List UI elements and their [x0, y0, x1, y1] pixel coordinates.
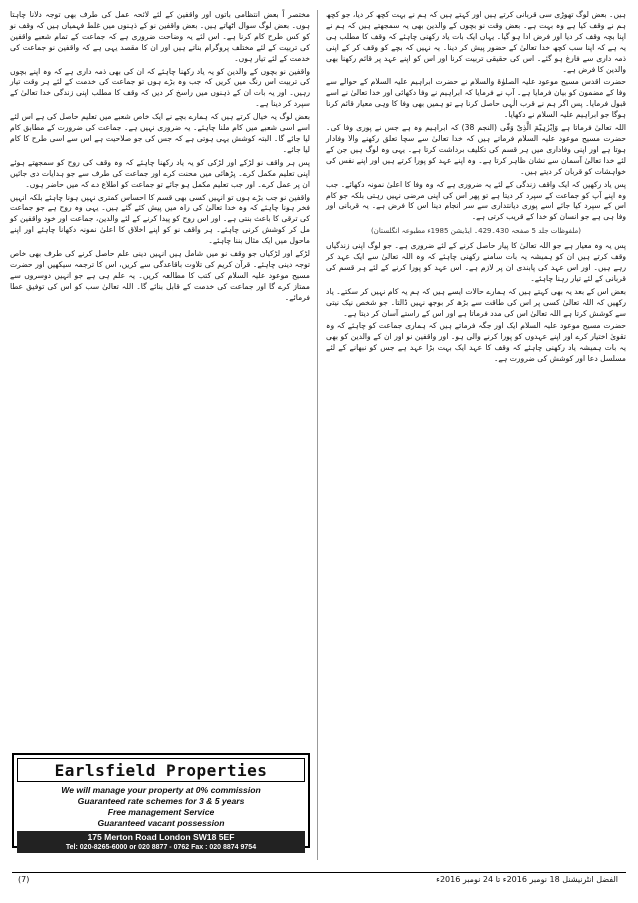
ad-title: Earlsfield Properties — [17, 758, 305, 782]
property-advertisement — [12, 753, 310, 851]
citation: (ملفوظات جلد 5 صفحہ 430۔429۔ ایڈیشن 1985ء مطبوعہ انگلستان) — [370, 227, 582, 236]
folio: الفضل انٹرنیشنل 18 نومبر 2016ء تا 24 نومبر 2016ء — [436, 875, 618, 884]
paragraph: بعض لوگ یہ خیال کرتے ہیں کہ ہمارے بچے نے ایک خاص شعبے میں تعلیم حاصل کی ہے اس لئے اسے اسی شعبے میں کام ملنا چاہئے۔ یہ ضروری نہیں ہے۔ جماعت کی ضرورت کے مطابق کام لیا جائے گا۔ البتہ کوشش یہی ہوتی ہے کہ جس کی جو صلاحیت ہے اس سے اسی طرح کا کام لیا جائے۔ — [10, 112, 310, 154]
paragraph: بعض اس کے بعد یہ بھی کہتے ہیں کہ ہمارے حالات ایسے ہیں کہ ہم یہ کام نہیں کر سکتے۔ یاد رکھیں کہ اللہ تعالیٰ کسی پر اس کی طاقت سے بڑھ کر بوجھ نہیں ڈالتا۔ جو شخص نیک نیتی سے کوشش کرتا ہے اللہ تعالیٰ اس کی مدد فرماتا ہے اور اس کے راستے آسان کر دیتا ہے۔ — [326, 286, 626, 318]
ad-line: Guaranteed vacant possession — [97, 818, 225, 828]
right-column — [326, 10, 626, 860]
ad-phones: Tel: 020-8265-6000 or 020 8877 - 0762 Fax : 020 8874 9754 — [17, 843, 305, 853]
paragraph: پس یہ وہ معیار ہے جو اللہ تعالیٰ کا پیار حاصل کرنے کے لئے ضروری ہے۔ جو لوگ اپنی زندگیاں وقف کرتے ہیں ان کو ہمیشہ یہ بات سامنے رکھنی چاہئے کہ وہ اللہ تعالیٰ سے ایک عہد کر رہے ہیں۔ اور اس عہد کی پابندی ان پر لازم ہے۔ اس عہد کو پورا کرنے کے لئے ہر قسم کی قربانی کے لئے تیار رہنا چاہئے۔ — [326, 241, 626, 283]
paragraph: لڑکے اور لڑکیاں جو وقف نو میں شامل ہیں انہیں دینی علم حاصل کرنے کی طرف بھی خاص توجہ دینی چاہئے۔ قرآن کریم کی تلاوت باقاعدگی سے کریں، اس کا ترجمہ سیکھیں اور حضرت مسیح موعود علیہ السلام کی کتب کا مطالعہ کریں۔ یہ علم ہی ہے جو انہیں دوسروں سے ممتاز کرے گا اور جماعت کی خدمت کے قابل بنائے گا۔ اللہ تعالیٰ سب کو اس کی توفیق عطا فرمائے۔ — [10, 249, 310, 302]
paragraph: حضرت اقدس مسیح موعود علیہ الصلوٰۃ والسلام نے حضرت ابراہیم علیہ السلام کے حوالے سے وفا کے مضمون کو بیان فرمایا ہے۔ آپ نے فرمایا کہ ابراہیم نے وفا دکھائی اور خدا تعالیٰ نے اسے قبول فرمایا۔ پس اگر ہم نے قرب الٰہی حاصل کرنا ہے تو ہمیں بھی وفا کا وہی معیار قائم کرنا ہوگا جو ابراہیم علیہ السلام نے دکھایا۔ — [326, 77, 626, 120]
paragraph: مختصر اً بعض انتظامی باتوں اور واقفین کے لئے لائحہ عمل کی طرف بھی توجہ دلانا چاہتا ہوں۔ بعض لوگ سوال اٹھاتے ہیں۔ بعض واقفین نو کے ذہنوں میں غلط فہمیاں ہیں کہ وقف نو کو کس طرح کام کرنا ہے۔ اس لئے یہ وضاحت ضروری ہے کہ جماعت کے تمام شعبے واقفین کی تربیت کے لئے مختلف پروگرام بناتے ہیں اور ان کا مقصد یہی ہے کہ واقفین نو جماعت کی خدمت کے لئے تیار ہوں۔ — [10, 10, 310, 63]
column-divider — [317, 10, 318, 860]
paragraph: ہیں۔ بعض لوگ تھوڑی سی قربانی کرتے ہیں اور کہتے ہیں کہ ہم نے بہت کچھ کر دیا، جو کچھ ہم نے وقف کیا ہے وہ بہت ہے۔ بعض وقت نو بچوں کے والدین بھی یہ سمجھتے ہیں کہ ہم نے اپنا بچہ وقف کر دیا اور فرض ادا ہو گیا۔ یہاں ایک بات یاد رکھنی چاہئے کہ وقف کا مطلب ہی یہ ہے کہ اپنا سب کچھ خدا تعالیٰ کے حضور پیش کر دینا۔ یہ نہیں کہ بچے کو وقف کر کے اپنی ذمہ داری سے فارغ ہو گئے۔ اس کی حقیقی تربیت کرنا اور اس کو اپنے عہد پر قائم رکھنا بھی والدین کا فرض ہے۔ — [326, 10, 626, 74]
paragraph: اللہ تعالیٰ فرماتا ہے وَاِبْرٰہِیْمَ الَّذِیْ وَفّٰی (النجم 38) کہ ابراہیم وہ ہے جس نے پوری وفا کی۔ حضرت مسیح موعود علیہ السلام فرماتے ہیں کہ خدا تعالیٰ سے سچا تعلق رکھنے والا وفادار ہوتا ہے اور اپنی وفاداری میں ہر قسم کی تکلیف برداشت کرتا ہے۔ یہی وہ لوگ ہیں جن کے لئے خدا تعالیٰ آسمان سے نشان ظاہر کرتا ہے۔ وہ اپنے عہد کو پورا کرتے ہیں اور اپنے نفس کی خواہشات کو قربان کر دیتے ہیں۔ — [326, 123, 626, 176]
ad-address: 175 Merton Road London SW18 5EF — [17, 831, 305, 843]
paragraph: واقفین نو بچوں کے والدین کو یہ یاد رکھنا چاہئے کہ ان کی بھی ذمہ داری ہے کہ وہ اپنے بچوں کی تربیت اس رنگ میں کریں کہ جب وہ بڑے ہوں تو جماعت کی خدمت کے لئے ہر وقت تیار رہیں۔ اور یہ بات ان کے ذہنوں میں راسخ کر دیں کہ وقف کا مطلب اپنی زندگی خدا تعالیٰ کے سپرد کر دینا ہے۔ — [10, 66, 310, 109]
paragraph: پس یاد رکھیں کہ ایک واقف زندگی کے لئے یہ ضروری ہے کہ وہ وفا کا اعلیٰ نمونہ دکھائے۔ جب وہ اپنے آپ کو جماعت کے سپرد کر دیتا ہے تو پھر اس کی اپنی مرضی نہیں رہتی بلکہ جو کام اس کے سپرد کیا جائے اسے پوری دیانتداری سے سر انجام دینا اس کا فرض ہے۔ یہ قربانی اور وفا ہی ہے جو انسان کو خدا کے قریب کرتی ہے۔ — [326, 179, 626, 222]
ad-line: We will manage your property at 0% commission — [61, 785, 261, 795]
left-column — [10, 10, 310, 860]
page-number: (7) — [18, 875, 30, 884]
paragraph: حضرت مسیح موعود علیہ السلام ایک اور جگہ فرماتے ہیں کہ ہماری جماعت کو چاہئے کہ وہ تقویٰ اختیار کرے اور اپنے عہدوں کو پورا کرنے والی ہو۔ اور واقفین نو اور ان کے والدین کو بھی یہ بات ہمیشہ یاد رکھنی چاہئے کہ وقف کا عہد ایک بہت بڑا عہد ہے جس کو نبھانے کے لئے مسلسل دعا اور کوشش کی ضرورت ہے۔ — [326, 321, 626, 364]
ad-line: Free management Service — [107, 807, 215, 817]
footer-rule — [12, 872, 626, 873]
ad-line: Guaranteed rate schemes for 3 & 5 years — [77, 796, 245, 806]
page-footer — [0, 872, 638, 890]
paragraph: پس ہر واقف نو لڑکے اور لڑکی کو یہ یاد رکھنا چاہئے کہ وہ وقف کی روح کو سمجھتے ہوئے اپنی تعلیم مکمل کرے۔ پڑھائی میں محنت کرے اور جماعت کی طرف سے جو ہدایات دی جائیں ان پر عمل کرے۔ اور جب تعلیم مکمل ہو جائے تو جماعت کو اطلاع دے کہ میں حاضر ہوں۔ — [10, 157, 310, 189]
paragraph: واقفین نو جب بڑے ہوں تو انہیں کسی بھی قسم کا احساس کمتری نہیں ہونا چاہئے بلکہ انہیں فخر ہونا چاہئے کہ وہ خدا تعالیٰ کی راہ میں پیش کئے گئے ہیں۔ یہی وہ روح ہے جو جماعت کی ترقی کا باعث بنتی ہے۔ اور اس روح کو پیدا کرنے کے لئے والدین، جماعت اور خود واقفین کو مل کر کوشش کرنی چاہئے۔ ہر واقف نو کو اپنے اخلاق کا اعلیٰ نمونہ دکھانا چاہئے اور اپنے ماحول میں ایک مثال بننا چاہئے۔ — [10, 192, 310, 246]
